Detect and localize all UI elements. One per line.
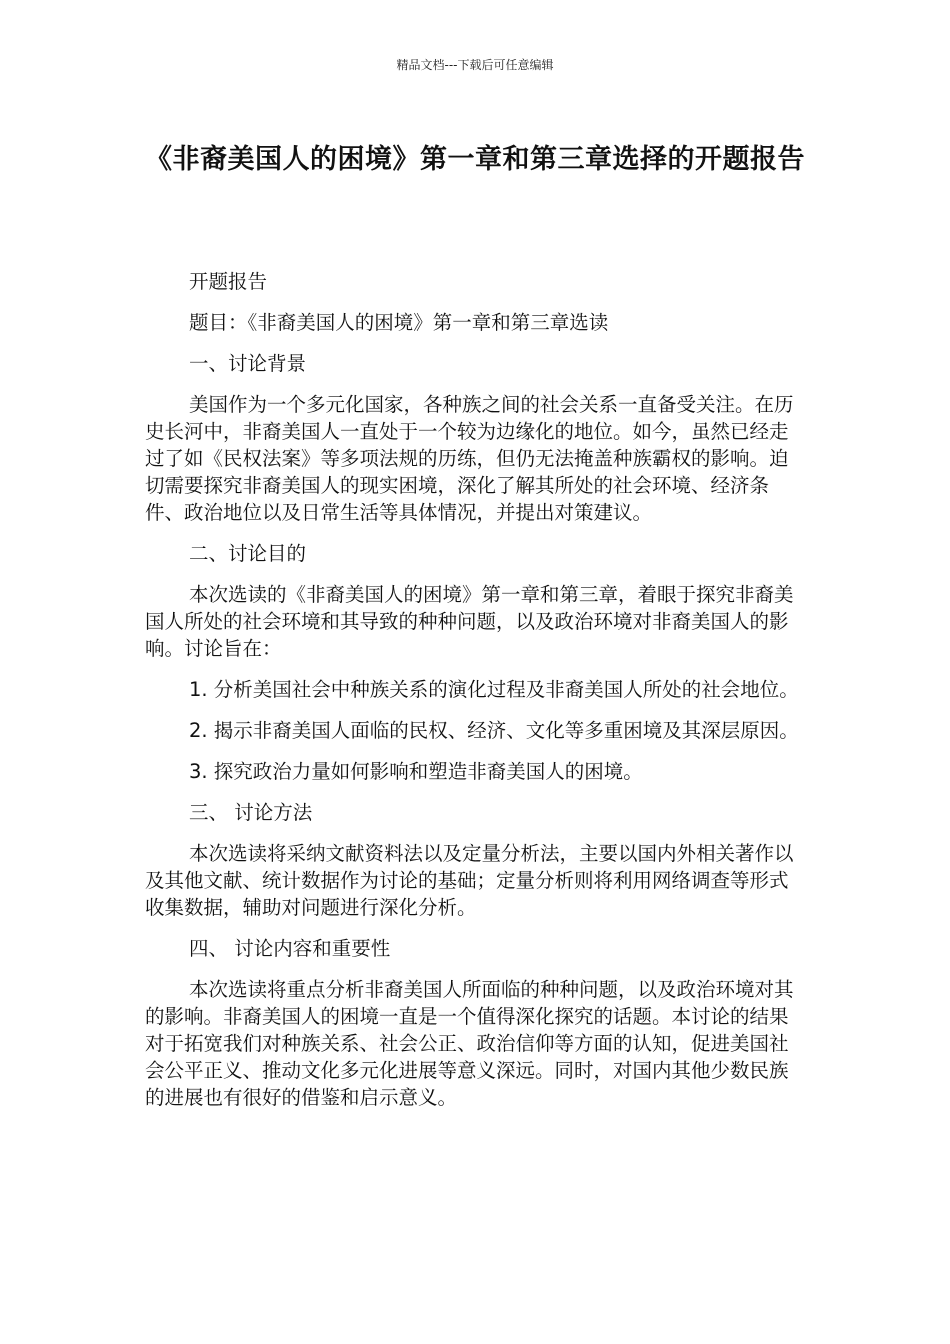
section-heading-content: 四、 讨论内容和重要性	[189, 937, 391, 960]
paragraph-background: 美国作为一个多元化国家，各种族之间的社会关系一直备受关注。在历史长河中，非裔美国人一直处于一个较为边缘化的地位。如今，虽然已经走过了如《民权法案》等多项法规的历练，但仍无法掩盖种族霸权的影响。迫切需要探究非裔美国人的现实困境，深化了解其所处的社会环境、经济条件、政治地位以及日常生活等具体情况，并提出对策建议。	[145, 393, 794, 524]
report-label: 开题报告	[189, 270, 268, 293]
aim-item-1: 1. 分析美国社会中种族关系的演化过程及非裔美国人所处的社会地位。	[189, 678, 799, 701]
paragraph-method: 本次选读将采纳文献资料法以及定量分析法，主要以国内外相关著作以及其他文献、统计数据作为讨论的基础；定量分析则将利用网络调查等形式收集数据，辅助对问题进行深化分析。	[145, 842, 794, 919]
paragraph-purpose: 本次选读的《非裔美国人的困境》第一章和第三章，着眼于探究非裔美国人所处的社会环境和其导致的种种问题，以及政治环境对非裔美国人的影响。讨论旨在：	[145, 583, 794, 660]
section-heading-purpose: 二、讨论目的	[189, 542, 307, 565]
section-heading-method: 三、 讨论方法	[189, 801, 313, 824]
aim-item-3: 3. 探究政治力量如何影响和塑造非裔美国人的困境。	[189, 760, 643, 783]
header-note: 精品文档---下载后可任意编辑	[396, 58, 554, 72]
paragraph-content: 本次选读将重点分析非裔美国人所面临的种种问题，以及政治环境对其的影响。非裔美国人的困境一直是一个值得深化探究的话题。本讨论的结果对于拓宽我们对种族关系、社会公正、政治信仰等方面的认知，促进美国社会公平正义、推动文化多元化进展等意义深远。同时，对国内其他少数民族的进展也有很好的借鉴和启示意义。	[145, 978, 794, 1109]
document-body	[145, 268, 805, 1125]
aim-item-2: 2. 揭示非裔美国人面临的民权、经济、文化等多重困境及其深层原因。	[189, 719, 799, 742]
topic-line: 题目：《非裔美国人的困境》第一章和第三章选读	[189, 311, 609, 334]
document-title: 《非裔美国人的困境》第一章和第三章选择的开题报告	[145, 144, 805, 175]
section-heading-background: 一、讨论背景	[189, 352, 307, 375]
